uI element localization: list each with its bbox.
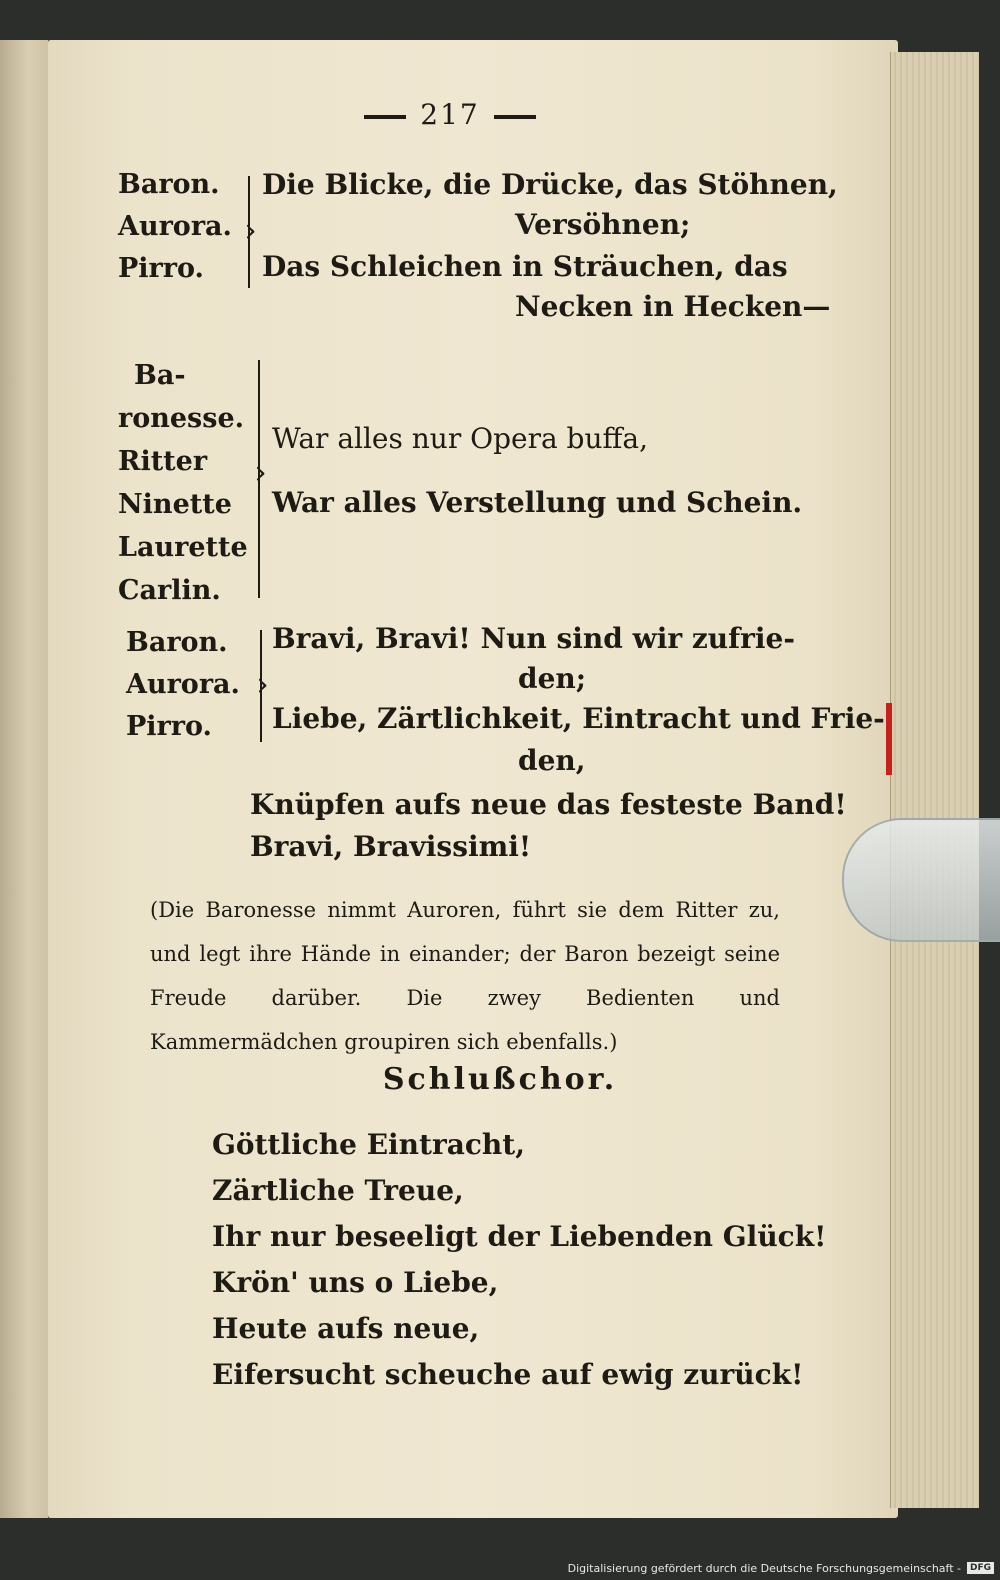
speakers-block-2 [118,354,248,612]
chorus-line: Göttliche Eintracht, [212,1128,525,1161]
speakers-block-1 [118,164,232,290]
digitization-footer [568,1558,994,1578]
speaker: Pirro. [118,253,204,284]
lyric-line: Die Blicke, die Drücke, das Stöhnen, [262,168,838,201]
speakers-block-3 [126,622,240,748]
lyric-line: War alles nur Opera buffa, [272,422,648,455]
speaker: Ba- [134,360,186,391]
header-dash-left [364,115,406,119]
speaker: Ninette [118,489,232,520]
red-bookmark-tab [886,703,892,775]
lyric-line: War alles Verstellung und Schein. [272,486,803,519]
dfg-logo: DFG [967,1562,994,1574]
chorus-line: Zärtliche Treue, [212,1174,464,1207]
lyric-line: den; [518,662,587,695]
chorus-line: Ihr nur beseeligt der Liebenden Glück! [212,1220,827,1253]
speaker: Carlin. [118,575,221,606]
lyric-line: Bravi, Bravi! Nun sind wir zufrie- [272,622,795,655]
left-page-edge [0,40,50,1518]
lyric-line: Versöhnen; [515,208,691,241]
speaker: Aurora. [126,669,240,700]
speaker: Baron. [118,169,220,200]
brace-tip-1: › [244,211,257,249]
brace-tip-2: › [254,453,267,491]
speaker: ronesse. [118,403,245,434]
page-number: 217 [420,98,480,131]
lyric-line: den, [518,744,586,777]
speaker: Aurora. [118,211,232,242]
chorus-line: Eifersucht scheuche auf ewig zurück! [212,1358,804,1391]
page-clip [842,818,1000,942]
lyric-line: Das Schleichen in Sträuchen, das [262,250,788,283]
footer-text: Digitalisierung gefördert durch die Deutsche Forschungsgemeinschaft - [567,1561,961,1575]
lyric-line: Bravi, Bravissimi! [250,830,532,863]
page-edges [890,52,979,1508]
chorus-line: Krön' uns o Liebe, [212,1266,499,1299]
speaker: Ritter [118,446,208,477]
lyric-line: Necken in Hecken— [515,290,831,323]
lyric-line: Knüpfen aufs neue das festeste Band! [250,788,847,821]
chorus-line: Heute aufs neue, [212,1312,480,1345]
header-dash-right [494,115,536,119]
brace-tip-3: › [256,665,269,703]
speaker: Pirro. [126,711,212,742]
stage-direction: (Die Baronesse nimmt Auroren, führt sie dem Ritter zu, und legt ihre Hände in einander; der Baron bezeigt seine Freude darüber. Die zwey Bedienten und Kammermädchen groupiren sich ebenfalls.) [150,898,780,1054]
page-header [330,98,570,131]
chorus-verse [212,1122,826,1398]
lyric-line: Liebe, Zärtlichkeit, Eintracht und Frie- [272,702,885,735]
chorus-title: Schlußchor. [382,1062,618,1097]
speaker: Baron. [126,627,228,658]
speaker: Laurette [118,532,248,563]
